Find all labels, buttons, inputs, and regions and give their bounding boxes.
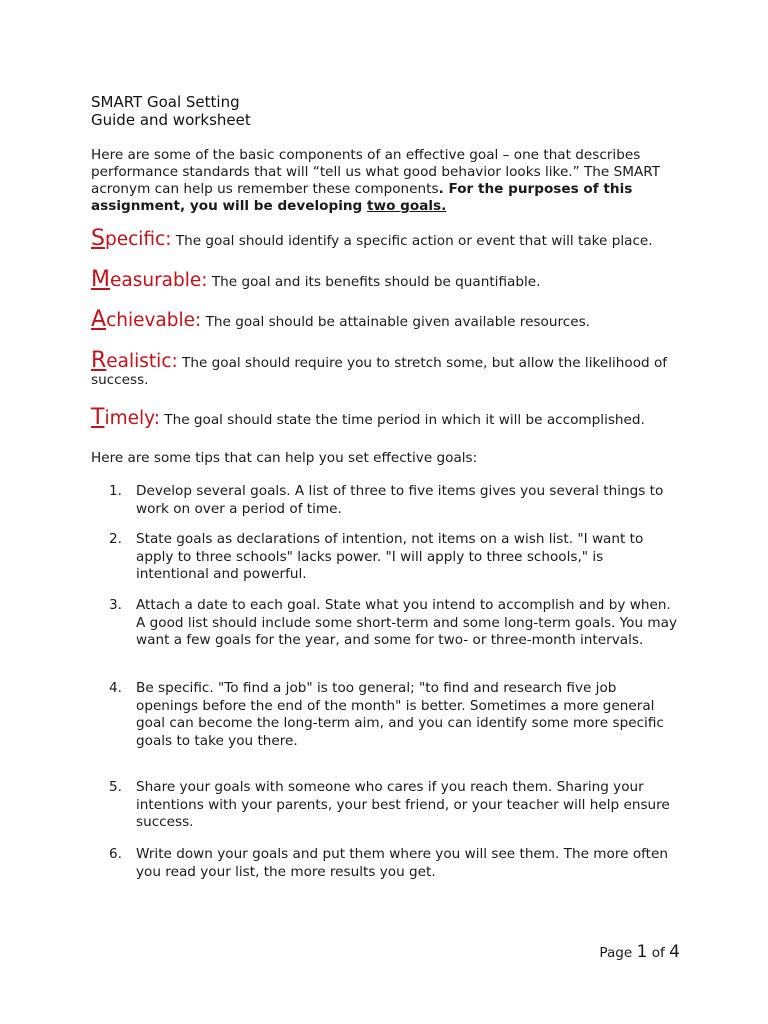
- title-line-1: SMART Goal Setting: [91, 93, 240, 111]
- title-line-2: Guide and worksheet: [91, 111, 251, 129]
- tip-item-2: [109, 531, 679, 584]
- tip-number: 6.: [109, 846, 122, 862]
- smart-letter: A: [91, 307, 107, 332]
- tip-number: 4.: [109, 680, 122, 696]
- tip-text: Develop several goals. A list of three to five items gives you several things to work on over a period of time.: [136, 483, 664, 517]
- current-page-number: 1: [636, 942, 648, 962]
- smart-letter: M: [91, 267, 110, 292]
- page-label: Page: [599, 945, 637, 961]
- intro-paragraph: [91, 147, 691, 215]
- tips-intro: Here are some tips that can help you set effective goals:: [91, 450, 478, 466]
- tip-number: 5.: [109, 779, 122, 795]
- total-page-number: 4: [669, 942, 680, 962]
- smart-letter: R: [91, 348, 107, 373]
- intro-bold-text: . For the purposes of this assignment, you will be developing: [91, 181, 633, 214]
- tip-number: 1.: [109, 483, 122, 499]
- smart-word-rest: pecific: [104, 229, 166, 250]
- smart-description: The goal should identify a specific action or event that will take place.: [171, 233, 653, 249]
- smart-colon: :: [153, 408, 160, 429]
- smart-colon: :: [201, 270, 208, 291]
- smart-word-rest: ealistic: [106, 351, 172, 372]
- smart-description: The goal should require you to stretch some, but allow the likelihood of success.: [91, 355, 668, 388]
- intro-underlined-text: two goals.: [367, 198, 447, 214]
- tip-number: 2.: [109, 531, 122, 547]
- document-title: [91, 93, 251, 129]
- smart-colon: :: [165, 229, 172, 250]
- smart-term-timely: [91, 405, 691, 430]
- smart-colon: :: [171, 351, 178, 372]
- tip-number: 3.: [109, 597, 122, 613]
- smart-term-measurable: [91, 267, 691, 292]
- smart-term-specific: [91, 226, 691, 251]
- tip-item-6: [109, 846, 679, 881]
- smart-letter: T: [91, 405, 105, 430]
- page-number-footer: [599, 942, 680, 963]
- of-label: of: [647, 945, 670, 961]
- tip-item-1: [109, 483, 679, 518]
- smart-word-rest: imely: [104, 408, 154, 429]
- tip-item-5: [109, 779, 679, 832]
- smart-description: The goal and its benefits should be quantifiable.: [207, 274, 541, 290]
- smart-term-achievable: [91, 307, 691, 332]
- tip-text: State goals as declarations of intention, not items on a wish list. "I want to apply to three schools" lacks power. "I will apply to three schools," is intentional and powerful.: [136, 531, 644, 582]
- tip-text: Attach a date to each goal. State what you intend to accomplish and by when. A good list should include some short-term and some long-term goals. You may want a few goals for the year, and some for two- or three-month intervals.: [136, 597, 678, 648]
- tip-text: Share your goals with someone who cares if you reach them. Sharing your intentions with your parents, your best friend, or your teacher will help ensure success.: [136, 779, 670, 830]
- intro-text: Here are some of the basic components of an effective goal – one that describes performance standards that will “tell us what good behavior looks like.” The SMART acronym can help us remember these components: [91, 147, 661, 197]
- tip-text: Write down your goals and put them where you will see them. The more often you read your list, the more results you get.: [136, 846, 668, 880]
- tip-text: Be specific. "To find a job" is too general; "to find and research five job openings before the end of the month" is better. Sometimes a more general goal can become the long-term aim, and you can identify some more specific goals to take you there.: [136, 680, 664, 749]
- smart-description: The goal should be attainable given available resources.: [201, 314, 590, 330]
- smart-word-rest: chievable: [106, 310, 196, 331]
- smart-word-rest: easurable: [109, 270, 202, 291]
- tip-item-3: [109, 597, 679, 650]
- smart-colon: :: [195, 310, 202, 331]
- smart-term-realistic: [91, 348, 691, 389]
- tip-item-4: [109, 680, 679, 750]
- smart-letter: S: [91, 226, 105, 251]
- smart-description: The goal should state the time period in which it will be accomplished.: [159, 412, 645, 428]
